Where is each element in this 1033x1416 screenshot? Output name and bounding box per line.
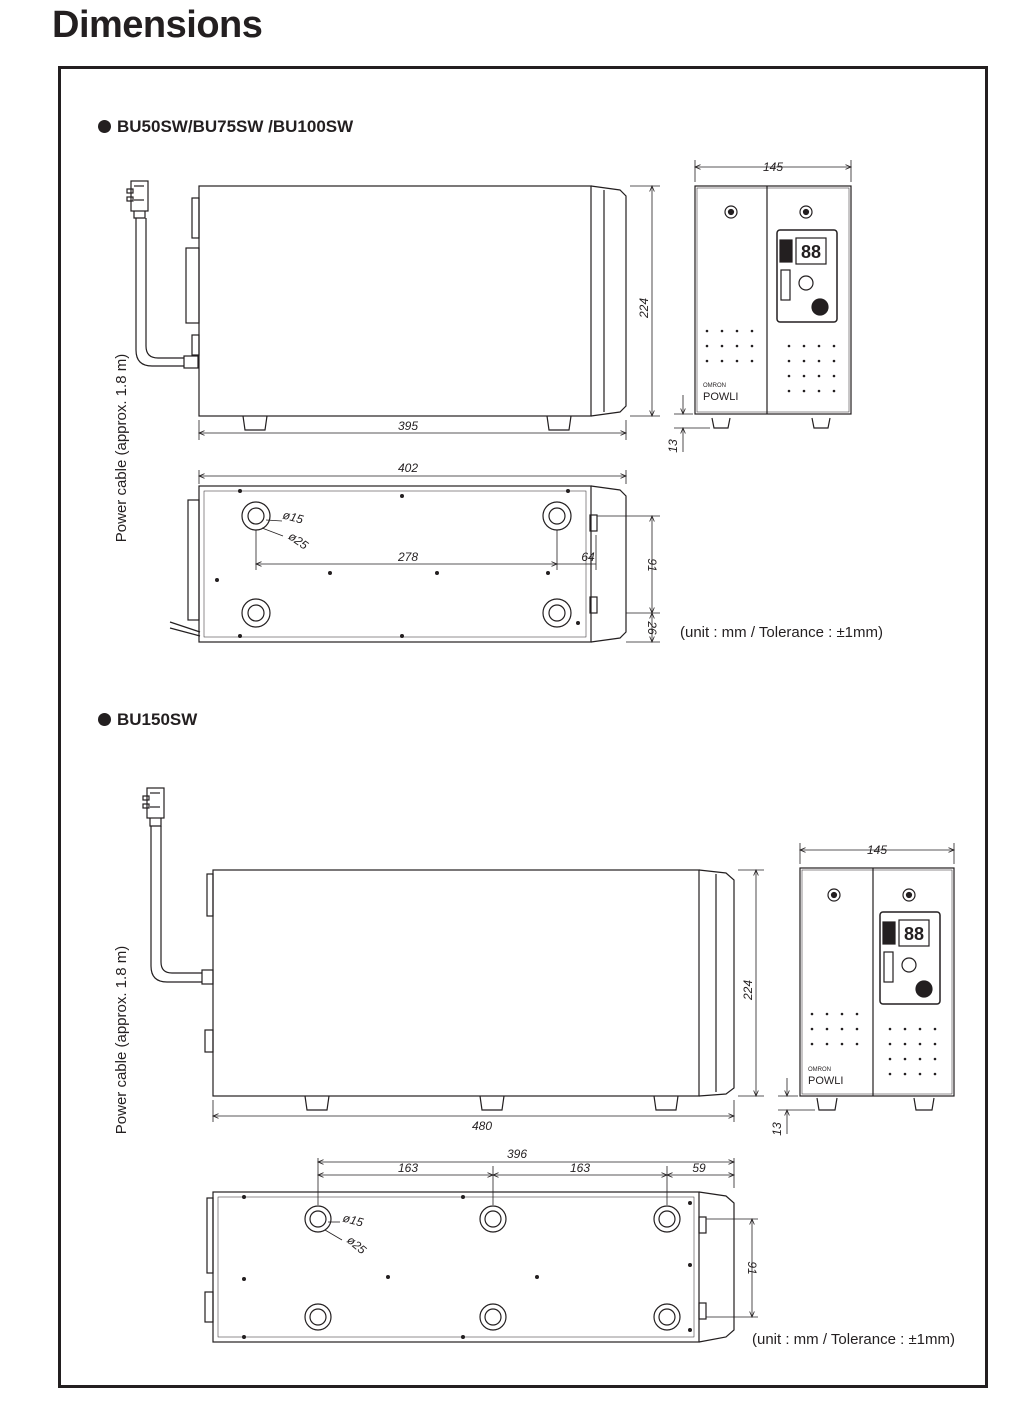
page-title: Dimensions <box>52 4 263 46</box>
unit-note-bu50: (unit : mm / Tolerance : ±1mm) <box>680 624 884 641</box>
dim-hole-large: ø25 <box>344 1232 369 1257</box>
product-label: POWLI <box>808 1075 844 1087</box>
display-readout: 88 <box>903 924 925 944</box>
dim-hole-small: ø15 <box>281 507 305 527</box>
dim-height: 224 <box>637 297 651 319</box>
unit-note-bu150: (unit : mm / Tolerance : ±1mm) <box>752 1331 956 1348</box>
dim-pitch-a: 163 <box>397 1161 419 1175</box>
section-heading-bu150: BU150SW <box>98 710 197 730</box>
bu150-bottom-view <box>205 1158 758 1342</box>
product-label: POWLI <box>703 391 739 403</box>
dim-foot: 13 <box>666 439 680 453</box>
dim-end-offset: 59 <box>692 1161 706 1175</box>
bu150-side-view <box>143 788 764 1122</box>
section-heading-bu50: BU50SW/BU75SW /BU100SW <box>98 117 353 137</box>
dim-length: 395 <box>397 419 419 433</box>
dim-bottom-span: 396 <box>506 1147 528 1161</box>
bu50-side-view <box>127 181 660 440</box>
bu50-front-view <box>674 160 851 452</box>
power-plug-icon <box>127 181 148 218</box>
dim-height: 224 <box>741 979 755 1001</box>
dim-width: 145 <box>762 160 784 174</box>
dim-hole-offset: 64 <box>581 550 595 564</box>
dim-hole-depth: 91 <box>745 1261 759 1275</box>
dim-width: 145 <box>866 843 888 857</box>
power-cable-label: Power cable (approx. 1.8 m) <box>113 945 130 1135</box>
dim-hole-small: ø15 <box>341 1210 365 1230</box>
brand-label: OMRON <box>808 1067 831 1073</box>
dim-pitch-b: 163 <box>569 1161 591 1175</box>
dim-bottom-length: 402 <box>397 461 419 475</box>
power-cable-label: Power cable (approx. 1.8 m) <box>113 353 130 543</box>
dim-hole-large: ø25 <box>285 529 311 553</box>
display-readout: 88 <box>800 242 822 262</box>
dim-length: 480 <box>471 1119 493 1133</box>
dim-hole-edge: 26 <box>645 621 659 635</box>
dim-foot: 13 <box>770 1122 784 1136</box>
brand-label: OMRON <box>703 383 726 389</box>
dim-hole-pitch: 278 <box>397 550 419 564</box>
bu150-front-view <box>778 843 954 1134</box>
dim-hole-depth: 91 <box>645 558 659 572</box>
power-plug-icon <box>143 788 164 826</box>
